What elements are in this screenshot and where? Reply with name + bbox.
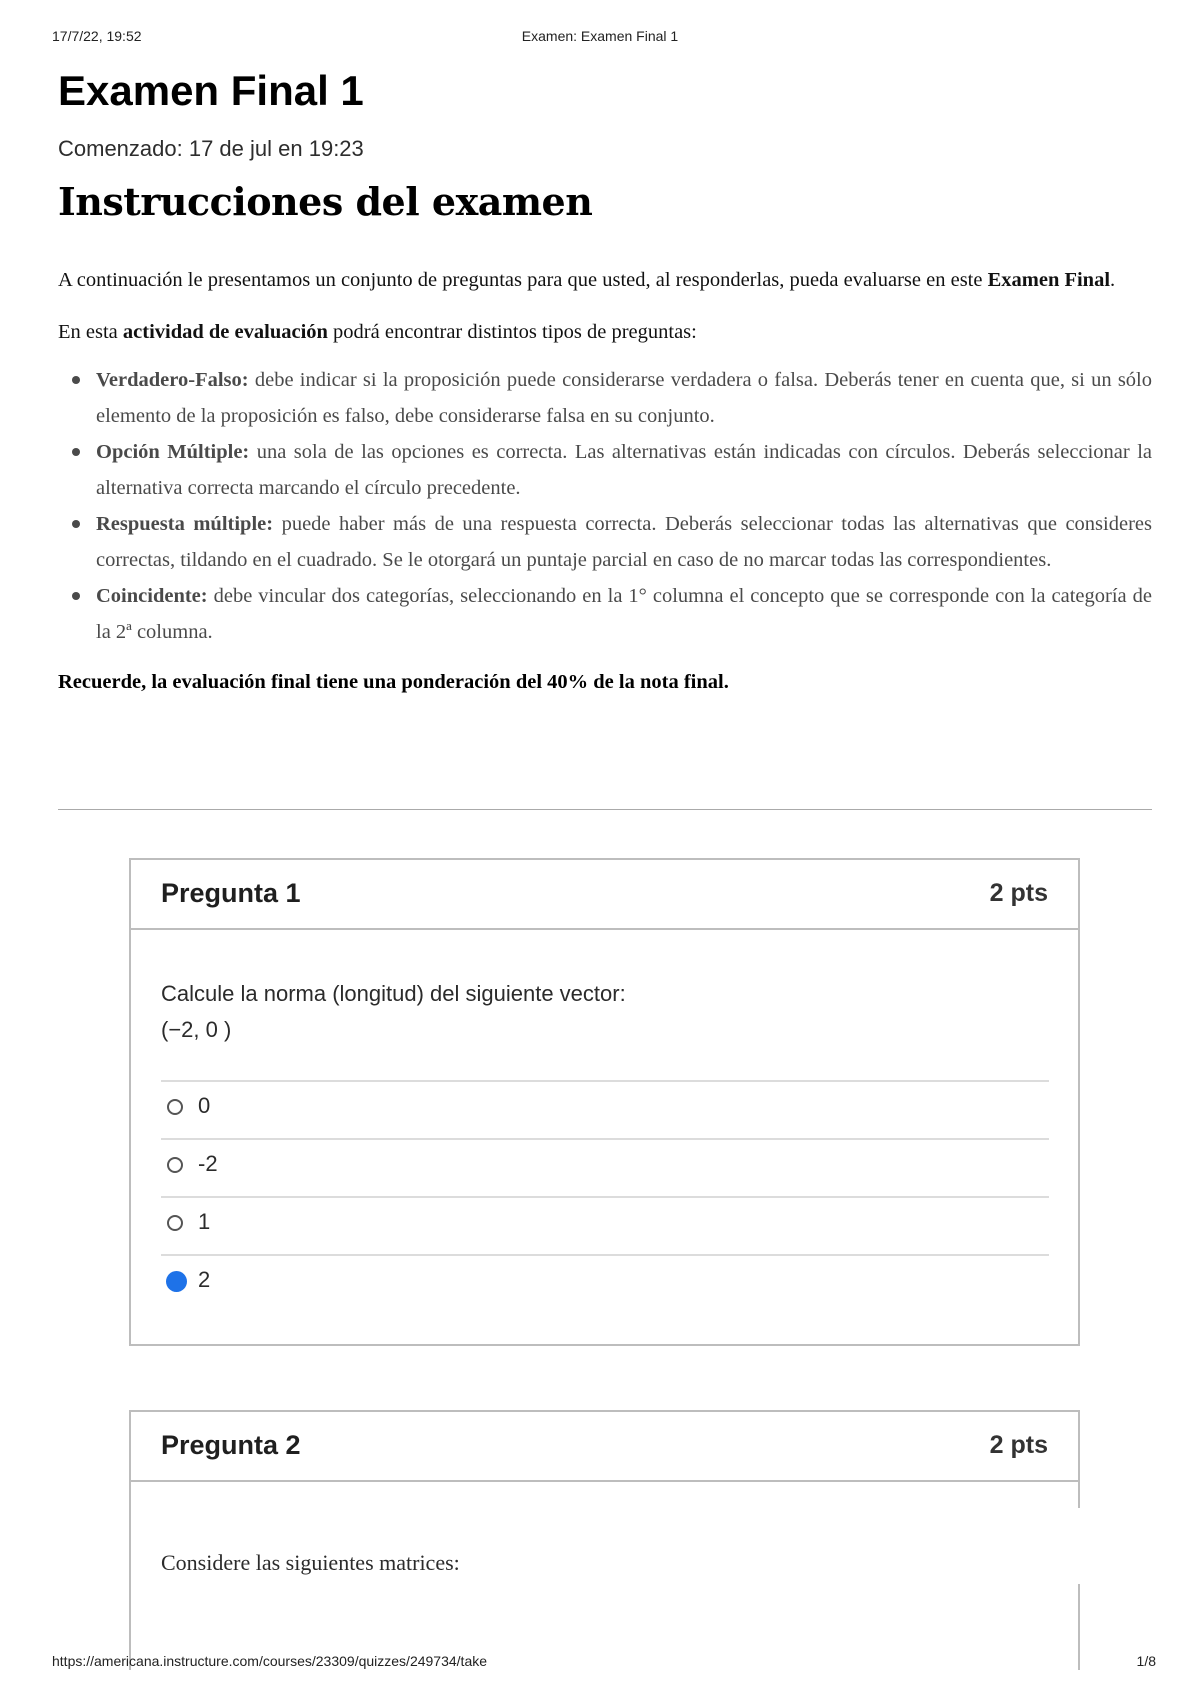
instructions-intro: A continuación le presentamos un conjunto de preguntas para que usted, al responderlas, pueda evaluarse en este Examen Final.: [58, 269, 1116, 291]
quiz-title: Examen Final 1: [58, 67, 364, 114]
question-text: Calcule la norma (longitud) del siguiente vector: (−2, 0 ): [161, 976, 626, 1048]
section-divider: [58, 809, 1152, 810]
instructions-body: [58, 262, 1152, 700]
question-header: [131, 860, 1078, 930]
bullet-icon: [72, 448, 80, 456]
question-types-list: [58, 362, 1152, 650]
answer-label: 0: [198, 1093, 211, 1118]
answer-label: 1: [198, 1209, 211, 1234]
question-title: Pregunta 1: [161, 878, 301, 908]
answer-option[interactable]: [161, 1196, 1049, 1254]
list-item: Respuesta múltiple: puede haber más de una respuesta correcta. Deberás seleccionar todas las alternativas que consideres correctas, tildando en el cuadrado. Se le otorgará un puntaje parcial en caso de no marcar todas las correspondientes.: [96, 506, 1152, 578]
answer-option[interactable]: [161, 1080, 1049, 1138]
radio-unselected-icon[interactable]: [167, 1157, 183, 1173]
answer-option[interactable]: [161, 1254, 1049, 1312]
print-footer: [0, 1653, 1200, 1673]
exam-name-bold: Examen Final: [987, 269, 1111, 291]
answer-option[interactable]: [161, 1138, 1049, 1196]
print-url: https://americana.instructure.com/courses/23309/quizzes/249734/take: [52, 1653, 488, 1669]
question-2: [129, 1410, 1080, 1670]
bullet-icon: [72, 520, 80, 528]
vector-expression: (−2, 0 ): [161, 1017, 232, 1042]
question-points: 2 pts: [989, 879, 1048, 907]
print-page-title: Examen: Examen Final 1: [521, 28, 679, 44]
list-item: Coincidente: debe vincular dos categorías, seleccionando en la 1° columna el concepto que se corresponde con la categoría de la 2ª columna.: [96, 578, 1152, 650]
bullet-icon: [72, 592, 80, 600]
quiz-started-time: Comenzado: 17 de jul en 19:23: [58, 136, 364, 161]
bullet-icon: [72, 376, 80, 384]
radio-unselected-icon[interactable]: [167, 1099, 183, 1115]
question-header: [131, 1412, 1078, 1482]
radio-selected-icon[interactable]: [166, 1271, 187, 1292]
answer-list: [161, 1080, 1049, 1312]
answer-label: 2: [198, 1267, 211, 1292]
question-text: Considere las siguientes matrices:: [161, 1550, 460, 1575]
print-header: [0, 28, 1200, 48]
instructions-heading: Instrucciones del examen: [58, 179, 593, 224]
question-points: 2 pts: [989, 1431, 1048, 1459]
list-item: Opción Múltiple: una sola de las opciones es correcta. Las alternativas están indicadas con círculos. Deberás seleccionar la alternativa correcta marcando el círculo precedente.: [96, 434, 1152, 506]
print-datetime: 17/7/22, 19:52: [52, 28, 142, 44]
weighting-reminder: Recuerde, la evaluación final tiene una ponderación del 40% de la nota final.: [58, 671, 729, 693]
question-title: Pregunta 2: [161, 1430, 301, 1460]
answer-label: -2: [198, 1151, 218, 1176]
border-gap: [1076, 1508, 1082, 1584]
radio-unselected-icon[interactable]: [167, 1215, 183, 1231]
instructions-types-lead: En esta actividad de evaluación podrá encontrar distintos tipos de preguntas:: [58, 321, 697, 343]
question-1: [129, 858, 1080, 1346]
list-item: Verdadero-Falso: debe indicar si la proposición puede considerarse verdadera o falsa. Deberás tener en cuenta que, si un sólo elemento de la proposición es falso, debe considerarse falsa en su conjunto.: [96, 362, 1152, 434]
activity-bold: actividad de evaluación: [122, 321, 328, 343]
print-page-number: 1/8: [1136, 1653, 1156, 1669]
